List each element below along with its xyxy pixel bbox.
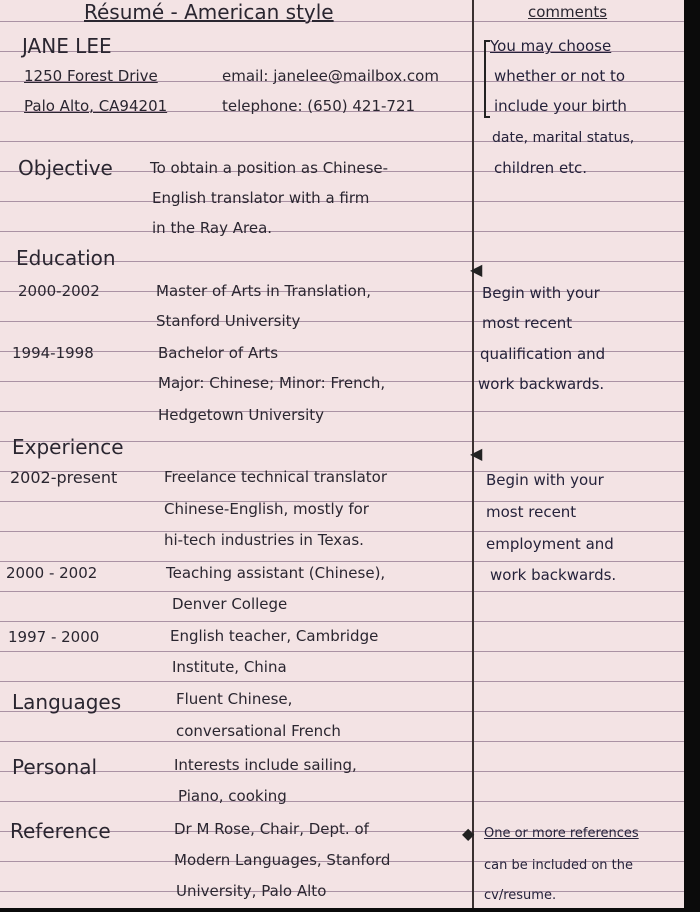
- comment-line: work backwards.: [478, 375, 605, 393]
- objective-heading: Objective: [18, 156, 113, 180]
- experience-line: Denver College: [172, 595, 288, 613]
- comment-line: most recent: [486, 503, 577, 521]
- education-dates: 1994-1998: [12, 344, 94, 362]
- experience-dates: 2000 - 2002: [6, 564, 98, 582]
- arrow-icon: ◆: [462, 824, 475, 843]
- reference-heading: Reference: [10, 819, 111, 843]
- languages-line: conversational French: [176, 722, 341, 740]
- experience-line: Chinese-English, mostly for: [164, 500, 369, 518]
- languages-line: Fluent Chinese,: [176, 690, 293, 708]
- applicant-name: JANE LEE: [22, 34, 112, 58]
- comment-line: cv/resume.: [484, 888, 557, 903]
- comment-line: work backwards.: [490, 566, 617, 584]
- reference-line: Dr M Rose, Chair, Dept. of: [174, 820, 369, 838]
- comment-line: One or more references: [484, 826, 639, 841]
- comment-line: can be included on the: [484, 858, 634, 873]
- education-line: Stanford University: [156, 312, 301, 330]
- objective-line: To obtain a position as Chinese-: [150, 159, 389, 177]
- comment-line: include your birth: [494, 97, 627, 115]
- education-line: Bachelor of Arts: [158, 344, 279, 362]
- education-line: Major: Chinese; Minor: French,: [158, 374, 386, 392]
- comment-line: You may choose: [490, 37, 612, 55]
- comment-line: employment and: [486, 535, 614, 553]
- reference-line: Modern Languages, Stanford: [174, 851, 391, 869]
- comment-line: children etc.: [494, 159, 588, 177]
- comment-line: most recent: [482, 314, 573, 332]
- comment-line: qualification and: [480, 345, 606, 363]
- education-line: Hedgetown University: [158, 406, 325, 424]
- education-heading: Education: [16, 246, 116, 270]
- reference-line: University, Palo Alto: [176, 882, 327, 900]
- objective-line: English translator with a firm: [152, 189, 370, 207]
- arrow-icon: ◀: [470, 260, 483, 279]
- street-address: 1250 Forest Drive: [24, 67, 158, 85]
- experience-line: English teacher, Cambridge: [170, 627, 379, 645]
- experience-line: Freelance technical translator: [164, 468, 388, 486]
- city-address: Palo Alto, CA94201: [24, 97, 168, 115]
- experience-dates: 1997 - 2000: [8, 628, 100, 646]
- experience-line: Teaching assistant (Chinese),: [166, 564, 386, 582]
- comment-line: date, marital status,: [492, 130, 635, 146]
- arrow-icon: ◀: [470, 444, 483, 463]
- personal-line: Interests include sailing,: [174, 756, 357, 774]
- experience-dates: 2002-present: [10, 468, 118, 487]
- education-dates: 2000-2002: [18, 282, 100, 300]
- comment-line: whether or not to: [494, 67, 626, 85]
- email: email: janelee@mailbox.com: [222, 67, 439, 85]
- comment-line: Begin with your: [486, 471, 604, 489]
- comments-label: comments: [528, 3, 608, 21]
- telephone: telephone: (650) 421-721: [222, 97, 416, 115]
- objective-line: in the Ray Area.: [152, 219, 273, 237]
- experience-line: hi-tech industries in Texas.: [164, 531, 364, 549]
- page-title: Résumé - American style: [84, 0, 334, 24]
- personal-line: Piano, cooking: [178, 787, 287, 805]
- experience-heading: Experience: [12, 435, 124, 459]
- languages-heading: Languages: [12, 690, 122, 714]
- comment-line: Begin with your: [482, 284, 600, 302]
- experience-line: Institute, China: [172, 658, 287, 676]
- education-line: Master of Arts in Translation,: [156, 282, 372, 300]
- personal-heading: Personal: [12, 755, 98, 779]
